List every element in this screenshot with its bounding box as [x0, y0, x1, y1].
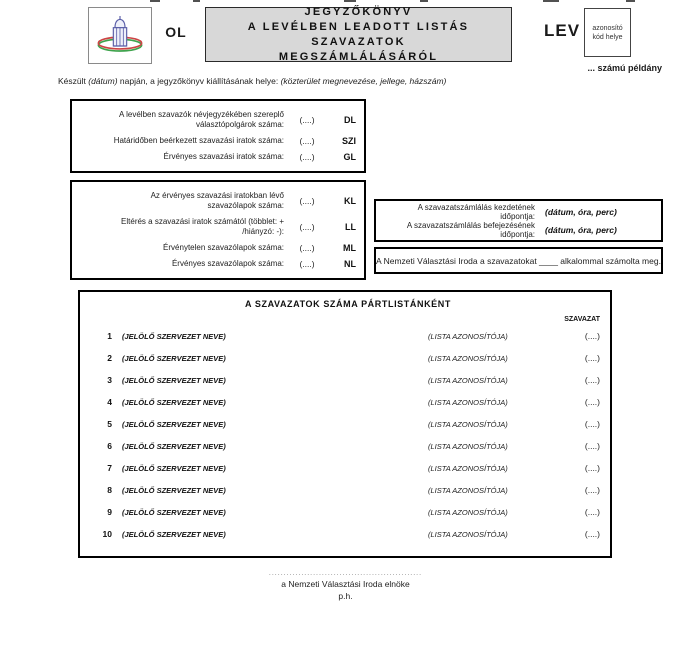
row-number: 3 [107, 375, 112, 385]
stamp-placeholder: p.h. [338, 591, 353, 601]
count-row-dl [80, 110, 356, 130]
count-row-kl [80, 191, 356, 211]
count-value: (....) [299, 152, 315, 162]
issuance-line [58, 76, 658, 86]
count-code: LL [345, 222, 356, 232]
recount-statement-box [374, 247, 663, 274]
votes-value-placeholder: (....) [584, 419, 600, 429]
issuance-middle: napján, a jegyzőkönyv kiállításának helye: [117, 76, 281, 86]
count-value: (....) [299, 259, 315, 269]
party-list-votes-table [78, 290, 612, 558]
count-label: Eltérés a szavazási iratok számától (többlet: + /hiányzó: -): [121, 217, 284, 236]
form-code-ol: OL [165, 24, 187, 40]
signature-block [0, 570, 691, 602]
signer-title: a Nemzeti Választási Iroda elnöke [281, 579, 410, 589]
timing-label: A szavazatszámlálás kezdetének időpontja: [417, 203, 535, 221]
timing-value-placeholder: (dátum, óra, perc) [545, 207, 617, 217]
count-code: GL [343, 152, 356, 162]
nominating-org-name-placeholder: (JELÖLŐ SZERVEZET NEVE) [122, 331, 226, 341]
form-code-lev: LEV [543, 21, 581, 40]
list-identifier-placeholder: (LISTA AZONOSÍTÓJA) [428, 507, 508, 517]
row-number: 4 [107, 397, 112, 407]
party-table-row [94, 369, 602, 391]
votes-value-placeholder: (....) [584, 529, 600, 539]
row-number: 9 [107, 507, 112, 517]
counting-end-row [384, 221, 653, 239]
identifier-code-label-line2: kód helye [592, 33, 623, 41]
list-identifier-placeholder: (LISTA AZONOSÍTÓJA) [428, 485, 508, 495]
party-rows-container [94, 325, 602, 545]
party-table-row [94, 391, 602, 413]
votes-value-placeholder: (....) [584, 441, 600, 451]
count-label: Határidőben beérkezett szavazási iratok száma: [113, 136, 284, 145]
nominating-org-name-placeholder: (JELÖLŐ SZERVEZET NEVE) [122, 485, 226, 495]
list-identifier-placeholder: (LISTA AZONOSÍTÓJA) [428, 419, 508, 429]
form-title-box [205, 7, 512, 62]
count-label: Az érvényes szavazási iratokban lévő szavazólapok száma: [150, 191, 284, 210]
recount-statement: A Nemzeti Választási Iroda a szavazatokat ____ alkalommal számolta meg. [376, 255, 661, 266]
nvi-logo-box [88, 7, 152, 64]
count-code: SZI [341, 136, 356, 146]
nominating-org-name-placeholder: (JELÖLŐ SZERVEZET NEVE) [122, 397, 226, 407]
count-label: Érvényes szavazólapok száma: [171, 259, 284, 268]
list-identifier-placeholder: (LISTA AZONOSÍTÓJA) [428, 529, 508, 539]
count-value: (....) [299, 136, 315, 146]
count-row-nl [80, 259, 356, 269]
party-table-row [94, 501, 602, 523]
nominating-org-name-placeholder: (JELÖLŐ SZERVEZET NEVE) [122, 463, 226, 473]
timing-value-placeholder: (dátum, óra, perc) [545, 225, 617, 235]
cropped-top-text-remnant [344, 0, 356, 2]
issuance-place-placeholder: (közterület megnevezése, jellege, házszám) [280, 76, 447, 86]
votes-value-placeholder: (....) [584, 485, 600, 495]
list-identifier-placeholder: (LISTA AZONOSÍTÓJA) [428, 441, 508, 451]
nominating-org-name-placeholder: (JELÖLŐ SZERVEZET NEVE) [122, 419, 226, 429]
row-number: 2 [107, 353, 112, 363]
list-identifier-placeholder: (LISTA AZONOSÍTÓJA) [428, 375, 508, 385]
row-number: 5 [107, 419, 112, 429]
form-title-line-2: A LEVÉLBEN LEADOTT LISTÁS SZAVAZATOK [247, 20, 470, 48]
votes-value-placeholder: (....) [584, 331, 600, 341]
copy-number-note: ... számú példány [587, 63, 662, 73]
issuance-date-placeholder: (dátum) [88, 76, 118, 86]
count-value: (....) [299, 222, 315, 232]
counting-start-row [384, 203, 653, 221]
nominating-org-name-placeholder: (JELÖLŐ SZERVEZET NEVE) [122, 441, 226, 451]
nominating-org-name-placeholder: (JELÖLŐ SZERVEZET NEVE) [122, 375, 226, 385]
identifier-code-label-line1: azonosító [592, 24, 623, 32]
votes-value-placeholder: (....) [584, 397, 600, 407]
parliament-dome-icon [95, 13, 145, 59]
count-label: Érvénytelen szavazólapok száma: [163, 243, 284, 252]
row-number: 7 [107, 463, 112, 473]
list-identifier-placeholder: (LISTA AZONOSÍTÓJA) [428, 353, 508, 363]
count-code: ML [343, 243, 356, 253]
count-label: Érvényes szavazási iratok száma: [163, 152, 284, 161]
nominating-org-name-placeholder: (JELÖLŐ SZERVEZET NEVE) [122, 529, 226, 539]
counting-time-box [374, 199, 663, 242]
count-label: A levélben szavazók névjegyzékében szereplő választópolgárok száma: [119, 110, 284, 129]
count-row-gl [80, 152, 356, 162]
cropped-top-text-remnant [543, 0, 559, 2]
party-table-row [94, 435, 602, 457]
party-table-row [94, 457, 602, 479]
votes-value-placeholder: (....) [584, 507, 600, 517]
row-number: 1 [107, 331, 112, 341]
count-row-ll [80, 217, 356, 237]
party-table-row [94, 347, 602, 369]
nominating-org-name-placeholder: (JELÖLŐ SZERVEZET NEVE) [122, 353, 226, 363]
signature-line: .................................................... [268, 570, 423, 577]
count-code: DL [344, 115, 356, 125]
votes-column-header: SZAVAZAT [564, 316, 600, 323]
count-value: (....) [299, 196, 315, 206]
nominating-org-name-placeholder: (JELÖLŐ SZERVEZET NEVE) [122, 507, 226, 517]
party-table-row [94, 413, 602, 435]
party-table-title: A SZAVAZATOK SZÁMA PÁRTLISTÁNKÉNT [245, 299, 451, 309]
identifier-code-box [584, 8, 631, 57]
count-value: (....) [299, 243, 315, 253]
count-row-szi [80, 136, 356, 146]
list-identifier-placeholder: (LISTA AZONOSÍTÓJA) [428, 463, 508, 473]
party-table-row [94, 479, 602, 501]
votes-value-placeholder: (....) [584, 463, 600, 473]
timing-label: A szavazatszámlálás befejezésének időpontja: [406, 221, 535, 239]
form-title-line-1: JEGYZŐKÖNYV [304, 5, 413, 18]
cropped-top-text-remnant [150, 0, 160, 2]
issuance-prefix: Készült [58, 76, 89, 86]
row-number: 8 [107, 485, 112, 495]
cropped-top-text-remnant [626, 0, 635, 2]
votes-value-placeholder: (....) [584, 375, 600, 385]
party-table-row [94, 325, 602, 347]
mail-voters-count-box [70, 99, 366, 173]
list-identifier-placeholder: (LISTA AZONOSÍTÓJA) [428, 397, 508, 407]
form-title-line-3: MEGSZÁMLÁLÁSÁRÓL [278, 50, 439, 63]
count-value: (....) [299, 115, 315, 125]
votes-value-placeholder: (....) [584, 353, 600, 363]
count-row-ml [80, 243, 356, 253]
count-code: KL [344, 196, 356, 206]
party-table-row [94, 523, 602, 545]
cropped-top-text-remnant [193, 0, 200, 2]
cropped-top-text-remnant [420, 0, 428, 2]
count-code: NL [344, 259, 356, 269]
row-number: 6 [107, 441, 112, 451]
row-number: 10 [102, 529, 112, 539]
ballots-count-box [70, 180, 366, 280]
list-identifier-placeholder: (LISTA AZONOSÍTÓJA) [428, 331, 508, 341]
